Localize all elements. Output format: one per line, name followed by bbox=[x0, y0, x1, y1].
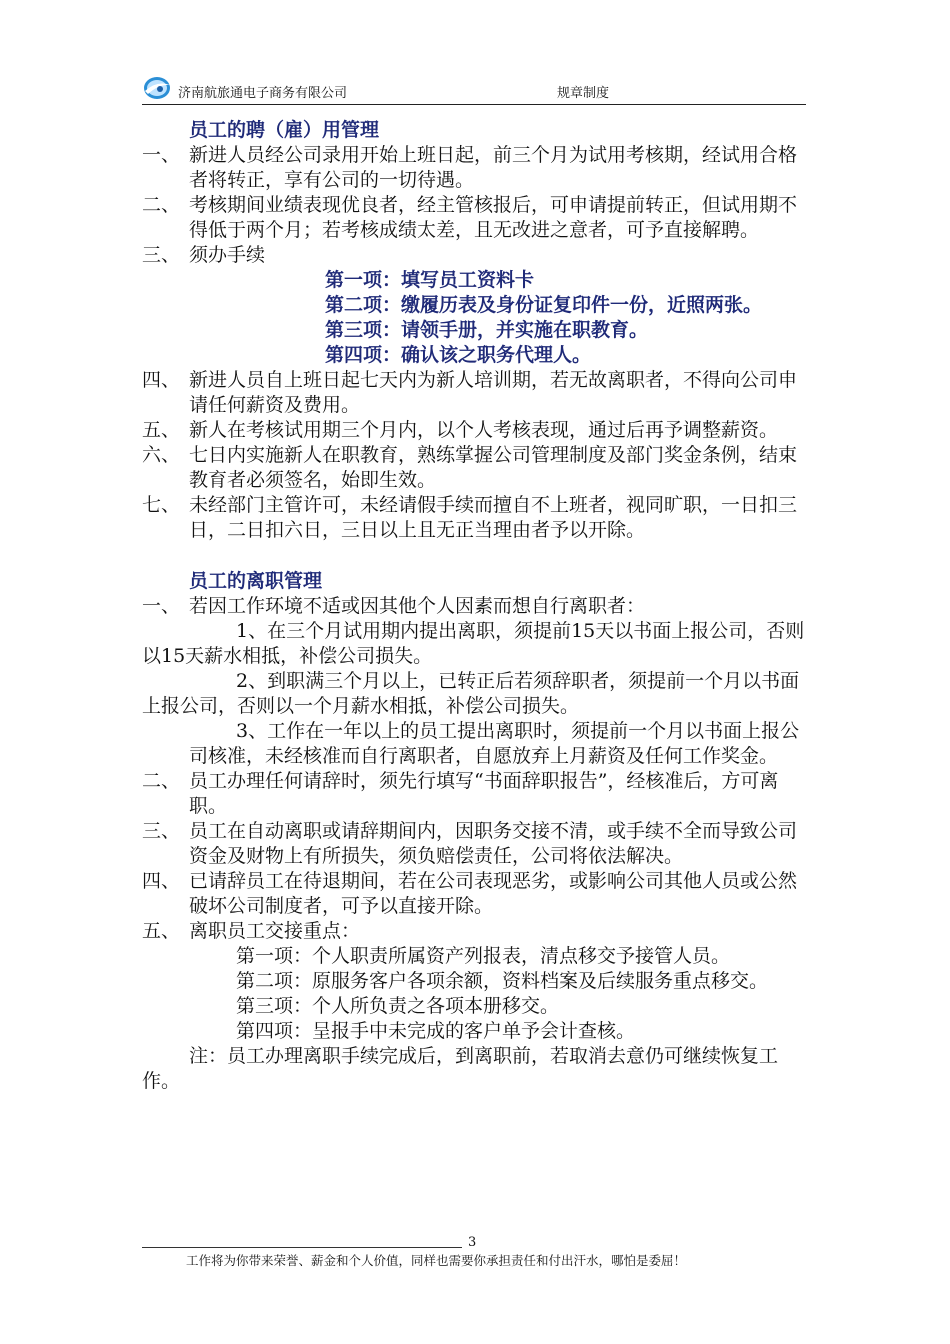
list-item bbox=[142, 769, 812, 819]
item-number: 一、 bbox=[142, 144, 181, 166]
item-number: 七、 bbox=[142, 494, 181, 516]
sub-item: 1、在三个月试用期内提出离职，须提前15天以书面上报公司，否则以15天薪水相抵，补偿公司损失。 bbox=[142, 620, 805, 667]
item-text: 离职员工交接重点： bbox=[189, 920, 361, 942]
procedure-step: 第二项：缴履历表及身份证复印件一份，近照两张。 bbox=[325, 294, 763, 316]
section-title-hiring: 员工的聘（雇）用管理 bbox=[189, 119, 380, 141]
item-text: 新人在考核试用期三个月内，以个人考核表现，通过后再予调整薪资。 bbox=[189, 419, 779, 441]
item-text: 员工办理任何请辞时，须先行填写“书面辞职报告”，经核准后，方可离职。 bbox=[189, 770, 779, 817]
item-text: 已请辞员工在待退期间，若在公司表现恶劣，或影响公司其他人员或公然破坏公司制度者，可予以直接开除。 bbox=[189, 870, 798, 917]
company-name: 济南航旅通电子商务有限公司 bbox=[178, 86, 348, 101]
list-item bbox=[142, 869, 812, 919]
footer-motto: 工作将为你带来荣誉、薪金和个人价值，同样也需要你承担责任和付出汗水，哪怕是委屈！ bbox=[186, 1253, 687, 1268]
page-number: 3 bbox=[468, 1235, 477, 1250]
list-item bbox=[142, 819, 812, 869]
page-header bbox=[142, 74, 806, 104]
list-item bbox=[142, 719, 812, 769]
item-number: 六、 bbox=[142, 444, 181, 466]
footer-divider bbox=[142, 1247, 462, 1248]
sub-item: 2、到职满三个月以上，已转正后若须辞职者，须提前一个月以书面上报公司，否则以一个月薪水相抵，补偿公司损失。 bbox=[142, 670, 800, 717]
list-item bbox=[142, 143, 812, 193]
document-category: 规章制度 bbox=[557, 86, 610, 101]
list-item bbox=[142, 919, 812, 944]
item-number: 五、 bbox=[142, 419, 181, 441]
procedure-step: 第一项：填写员工资料卡 bbox=[325, 269, 535, 291]
list-item bbox=[142, 193, 812, 243]
item-number: 二、 bbox=[142, 770, 181, 792]
item-number: 四、 bbox=[142, 870, 181, 892]
list-item bbox=[142, 443, 812, 493]
item-text: 员工在自动离职或请辞期间内，因职务交接不清，或手续不全而导致公司资金及财物上有所损失，须负赔偿责任，公司将依法解决。 bbox=[189, 820, 798, 867]
list-item bbox=[142, 368, 812, 418]
item-text: 未经部门主管许可，未经请假手续而擅自不上班者，视同旷职，一日扣三日，二日扣六日，三日以上且无正当理由者予以开除。 bbox=[189, 494, 798, 541]
item-text: 新进人员自上班日起七天内为新人培训期，若无故离职者，不得向公司申请任何薪资及费用。 bbox=[189, 369, 798, 416]
handover-step: 第三项：个人所负责之各项本册移交。 bbox=[236, 995, 560, 1017]
item-text: 若因工作环境不适或因其他个人因素而想自行离职者： bbox=[189, 595, 646, 617]
handover-step: 第一项：个人职责所属资产列报表，清点移交予接管人员。 bbox=[236, 945, 731, 967]
item-text: 新进人员经公司录用开始上班日起，前三个月为试用考核期，经试用合格者将转正，享有公司的一切待遇。 bbox=[189, 144, 798, 191]
sub-item: 3、工作在一年以上的员工提出离职时，须提前一个月以书面上报公司核准，未经核准而自行离职者，自愿放弃上月薪资及任何工作奖金。 bbox=[189, 720, 800, 767]
item-number: 三、 bbox=[142, 820, 181, 842]
section-title-resign: 员工的离职管理 bbox=[189, 570, 323, 592]
procedure-step: 第四项：确认该之职务代理人。 bbox=[325, 344, 592, 366]
list-item bbox=[142, 493, 812, 543]
company-logo-icon bbox=[142, 76, 172, 100]
procedure-step: 第三项：请领手册，并实施在职教育。 bbox=[325, 319, 649, 341]
handover-step: 第二项：原服务客户各项余额，资料档案及后续服务重点移交。 bbox=[236, 970, 769, 992]
item-number: 三、 bbox=[142, 244, 181, 266]
note: 注：员工办理离职手续完成后，到离职前，若取消去意仍可继续恢复工作。 bbox=[142, 1045, 779, 1092]
handover-step: 第四项：呈报手中未完成的客户单予会计查核。 bbox=[236, 1020, 636, 1042]
item-text: 须办手续 bbox=[189, 244, 266, 266]
header-divider bbox=[142, 104, 806, 105]
list-item bbox=[142, 243, 812, 268]
list-item bbox=[142, 594, 812, 619]
item-number: 二、 bbox=[142, 194, 181, 216]
list-item bbox=[142, 418, 812, 443]
item-number: 五、 bbox=[142, 920, 181, 942]
item-text: 考核期间业绩表现优良者，经主管核报后，可申请提前转正，但试用期不得低于两个月；若考核成绩太差，且无改进之意者，可予直接解聘。 bbox=[189, 194, 798, 241]
item-text: 七日内实施新人在职教育，熟练掌握公司管理制度及部门奖金条例，结束教育者必须签名，始即生效。 bbox=[189, 444, 798, 491]
document-body bbox=[142, 118, 812, 1094]
item-number: 一、 bbox=[142, 595, 181, 617]
item-number: 四、 bbox=[142, 369, 181, 391]
